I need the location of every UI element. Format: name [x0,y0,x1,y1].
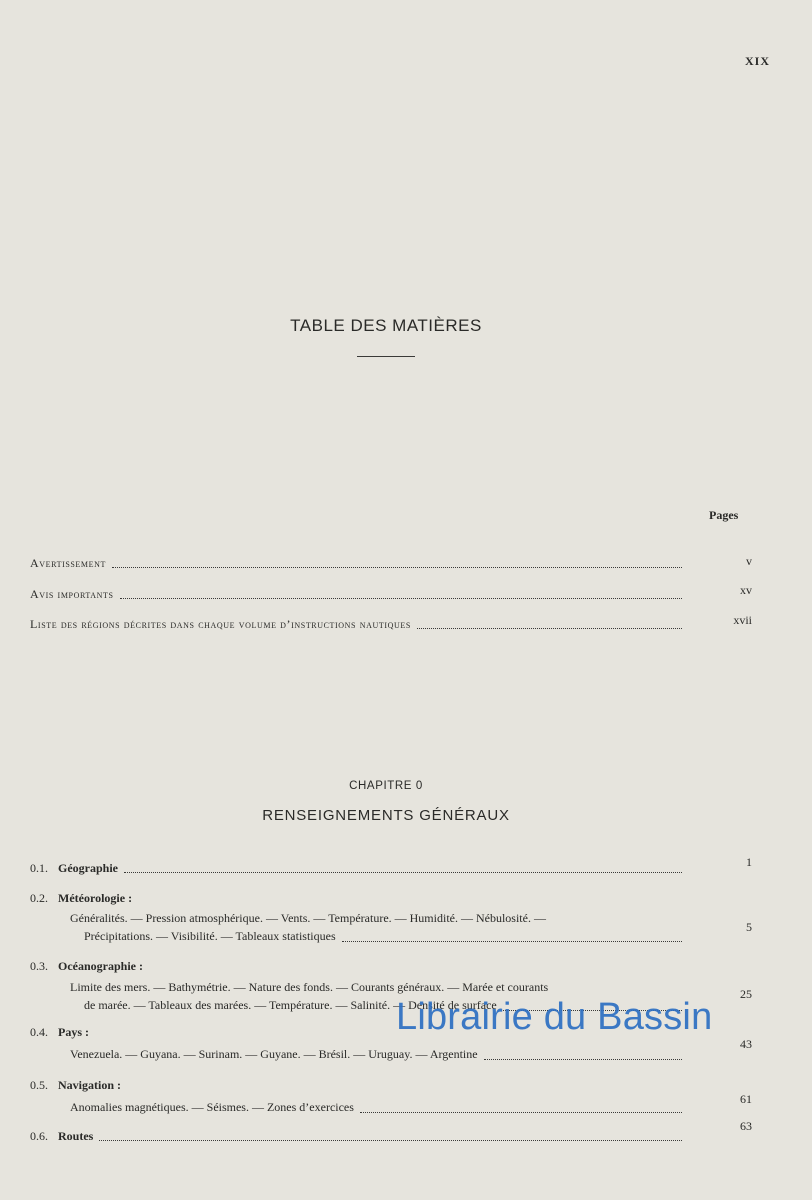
leader-dots [417,627,682,629]
toc-entry-avertissement[interactable] [30,554,752,571]
toc-entry-page: 63 [740,1119,752,1133]
section-number: 0.3. [30,959,48,973]
leader-dots [124,871,682,873]
toc-section-0-1[interactable] [30,855,752,876]
section-subentries [70,909,684,945]
toc-entry-label: Avertissement [30,556,106,570]
page-number: XIX [744,54,770,68]
leader-dots [112,566,682,568]
toc-entry-page: 5 [746,920,752,934]
toc-entry-page: 25 [740,987,752,1001]
toc-section-0-5[interactable] [30,1078,752,1114]
section-number: 0.2. [30,891,48,905]
section-title: Routes [58,1129,94,1143]
leader-dots [99,1139,682,1141]
pages-column-header: Pages [709,508,739,522]
toc-entry-page: v [746,554,752,568]
chapter-number: CHAPITRE 0 [349,780,423,792]
subentry-line: Généralités. — Pression atmosphérique. — Vents. — Température. — Humidité. — Nébulosité. — [70,911,546,925]
section-number: 0.6. [30,1129,48,1143]
toc-entry-page: 43 [740,1037,752,1051]
subentry-line: Limite des mers. — Bathymétrie. — Nature des fonds. — Courants généraux. — Marée et courants [70,980,549,994]
chapter-title: RENSEIGNEMENTS GÉNÉRAUX [262,807,510,824]
toc-section-0-3[interactable] [30,959,752,1012]
leader-dots [342,940,682,942]
section-number: 0.4. [30,1025,48,1039]
leader-dots [120,597,682,599]
toc-entry-page: 61 [740,1092,752,1106]
title-rule [357,356,415,357]
subentry-line: Précipitations. — Visibilité. — Tableaux statistiques [84,929,336,943]
toc-entry-liste-regions[interactable] [30,613,752,632]
section-subentries [70,1045,684,1063]
section-title: Navigation : [58,1078,121,1092]
section-title: Pays : [58,1025,89,1039]
toc-section-0-6[interactable] [30,1119,752,1144]
toc-entry-page: xv [740,583,752,597]
section-subentries [70,1098,684,1116]
toc-entry-label: Avis importants [30,587,114,601]
toc-entry-label: Liste des régions décrites dans chaque volume d’instructions nautiques [30,617,411,631]
toc-section-0-2[interactable] [30,891,752,943]
page-title: TABLE DES MATIÈRES [290,316,482,335]
section-number: 0.5. [30,1078,48,1092]
section-title: Météorologie : [58,891,133,905]
section-number: 0.1. [30,861,48,875]
leader-dots [360,1111,682,1113]
section-title: Océanographie : [58,959,143,973]
toc-entry-page: 1 [746,855,752,869]
section-title: Géographie [58,861,118,875]
subentry-line: Anomalies magnétiques. — Séismes. — Zones d’exercices [70,1100,354,1114]
subentry-line: Venezuela. — Guyana. — Surinam. — Guyane. — Brésil. — Uruguay. — Argentine [70,1047,478,1061]
leader-dots [484,1058,682,1060]
watermark-logo: Librairie du Bassin [396,996,713,1038]
subentry-line: de marée. — Tableaux des marées. — Température. — Salinité. — Densité de surface [84,998,497,1012]
toc-entry-avis-importants[interactable] [30,583,752,602]
toc-entry-page: xvii [733,613,752,627]
